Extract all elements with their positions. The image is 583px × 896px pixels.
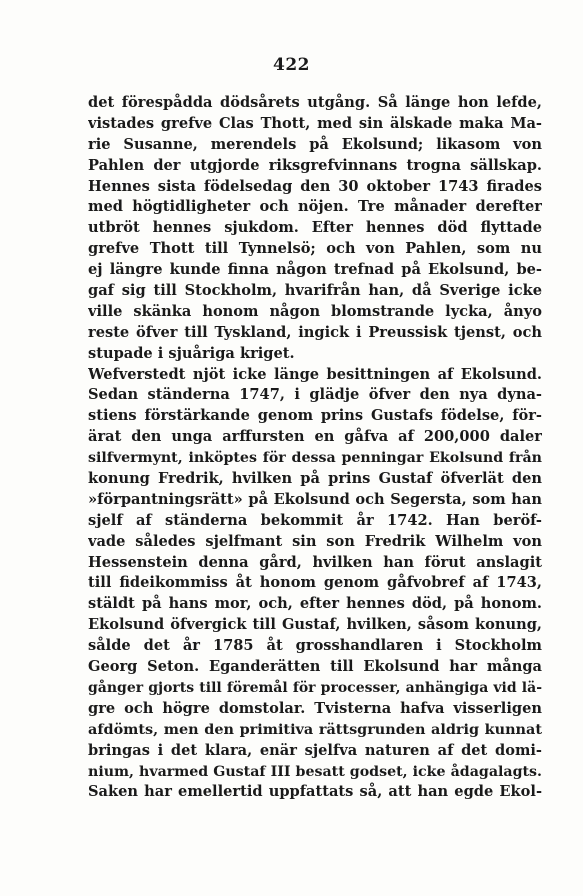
- text-line: silfvermynt, inköptes för dessa penningar Ekolsund från: [88, 450, 542, 467]
- text-line: nium, hvarmed Gustaf III besatt godset, icke ådagalagts.: [88, 763, 542, 780]
- text-line: ville skänka honom någon blomstrande lycka, ånyo: [88, 302, 542, 320]
- text-line: Ekolsund öfvergick till Gustaf, hvilken, såsom konung,: [88, 616, 542, 634]
- text-line: sjelf af ständerna bekommit år 1742. Han beröf-: [88, 511, 542, 529]
- text-line: ej längre kunde finna någon trefnad på Ekolsund, be-: [88, 261, 542, 279]
- text-line: gånger gjorts till föremål för processer, anhängiga vid lä-: [88, 679, 542, 696]
- text-line: gaf sig till Stockholm, hvarifrån han, då Sverige icke: [88, 282, 542, 300]
- text-line: med högtidligheter och nöjen. Tre månader derefter: [88, 198, 542, 216]
- text-line: sålde det år 1785 åt grosshandlaren i Stockholm: [88, 637, 542, 655]
- text-line: Georg Seton. Eganderätten till Ekolsund har många: [88, 658, 542, 676]
- text-line: stiens förstärkande genom prins Gustafs födelse, för-: [88, 407, 542, 425]
- text-line: vistades grefve Clas Thott, med sin älskade maka Ma-: [88, 114, 542, 132]
- text-line: grefve Thott till Tynnelsö; och von Pahlen, som nu: [88, 240, 542, 258]
- text-line: rie Susanne, merendels på Ekolsund; likasom von: [88, 135, 542, 153]
- text-line: bringas i det klara, enär sjelfva naturen af det domi-: [88, 741, 542, 759]
- text-line: utbröt hennes sjukdom. Efter hennes död flyttade: [88, 219, 542, 237]
- text-line: Hennes sista födelsedag den 30 oktober 1743 firades: [88, 177, 542, 195]
- text-line: till fideikommiss åt honom genom gåfvobref af 1743,: [88, 574, 542, 592]
- body-text: [88, 93, 542, 803]
- text-line: Wefverstedt njöt icke länge besittningen af Ekolsund.: [88, 365, 542, 383]
- text-line: Pahlen der utgjorde riksgrefvinnans trogna sällskap.: [88, 156, 542, 174]
- text-line: »förpantningsrätt» på Ekolsund och Segersta, som han: [88, 490, 542, 508]
- text-line: Hessenstein denna gård, hvilken han förut anslagit: [88, 553, 542, 571]
- text-line: Saken har emellertid uppfattats så, att han egde Ekol-: [88, 783, 542, 801]
- text-line: stäldt på hans mor, och, efter hennes död, på honom.: [88, 595, 542, 613]
- text-line: afdömts, men den primitiva rättsgrunden aldrig kunnat: [88, 720, 542, 738]
- text-line: vade således sjelfmant sin son Fredrik Wilhelm von: [88, 532, 542, 550]
- text-line: gre och högre domstolar. Tvisterna hafva visserligen: [88, 699, 542, 717]
- text-line: konung Fredrik, hvilken på prins Gustaf öfverlät den: [88, 470, 542, 488]
- text-line: stupade i sjuåriga kriget.: [88, 344, 295, 362]
- text-line: Sedan ständerna 1747, i glädje öfver den nya dyna-: [88, 386, 542, 404]
- text-line: ärat den unga arffursten en gåfva af 200,000 daler: [88, 428, 542, 446]
- text-line: det förespådda dödsårets utgång. Så länge hon lefde,: [88, 94, 542, 111]
- text-line: reste öfver till Tyskland, ingick i Preussisk tjenst, och: [88, 323, 542, 341]
- page-number: 422: [273, 55, 310, 75]
